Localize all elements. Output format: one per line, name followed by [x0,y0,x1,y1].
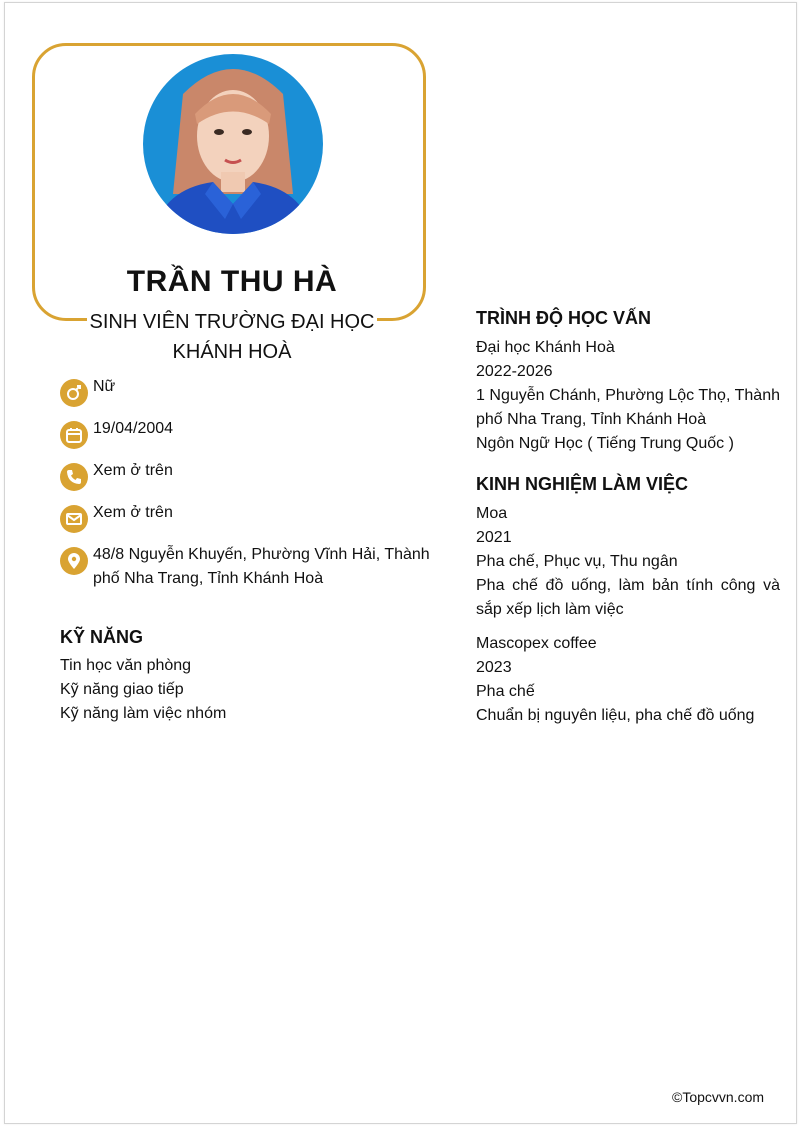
job-company: Moa [476,505,508,522]
gender-icon [60,379,88,407]
skill-item: Kỹ năng giao tiếp [60,681,184,698]
gender-value: Nữ [93,378,116,395]
job-year: 2023 [476,659,512,676]
job-role: Pha chế, Phục vụ, Thu ngân [476,553,678,570]
phone-value: Xem ở trên [93,462,173,479]
job-role: Pha chế [476,683,535,700]
job-company: Mascopex coffee [476,635,597,652]
address-value: 48/8 Nguyễn Khuyến, Phường Vĩnh Hải, Thành phố Nha Trang, Tỉnh Khánh Hoà [93,546,430,587]
location-icon [60,547,88,575]
birthday-value: 19/04/2004 [93,420,174,437]
job-subtitle: SINH VIÊN TRƯỜNG ĐẠI HỌC KHÁNH HOÀ [87,307,377,367]
education-title: TRÌNH ĐỘ HỌC VẤN [476,308,651,328]
education-address: 1 Nguyễn Chánh, Phường Lộc Thọ, Thành phố Nha Trang, Tỉnh Khánh Hoà [476,387,780,428]
phone-icon [60,463,88,491]
skill-item: Kỹ năng làm việc nhóm [60,705,227,722]
cv-page [4,2,797,1124]
job-description: Chuẩn bị nguyên liệu, pha chế đồ uống [476,707,755,724]
education-period: 2022-2026 [476,363,553,380]
calendar-icon [60,421,88,449]
job-description: Pha chế đồ uống, làm bản tính công và sắp xếp lịch làm việc [476,577,780,618]
skill-item: Tin học văn phòng [60,657,192,674]
education-school: Đại học Khánh Hoà [476,339,615,356]
education-major: Ngôn Ngữ Học ( Tiếng Trung Quốc ) [476,435,734,452]
job-year: 2021 [476,529,512,546]
copyright-footer: ©Topcvvn.com [672,1089,765,1105]
skills-title: KỸ NĂNG [60,627,144,647]
full-name: TRẦN THU HÀ [126,265,338,298]
profile-photo [143,54,323,234]
email-value: Xem ở trên [93,504,173,521]
email-icon [60,505,88,533]
experience-title: KINH NGHIỆM LÀM VIỆC [476,474,689,494]
